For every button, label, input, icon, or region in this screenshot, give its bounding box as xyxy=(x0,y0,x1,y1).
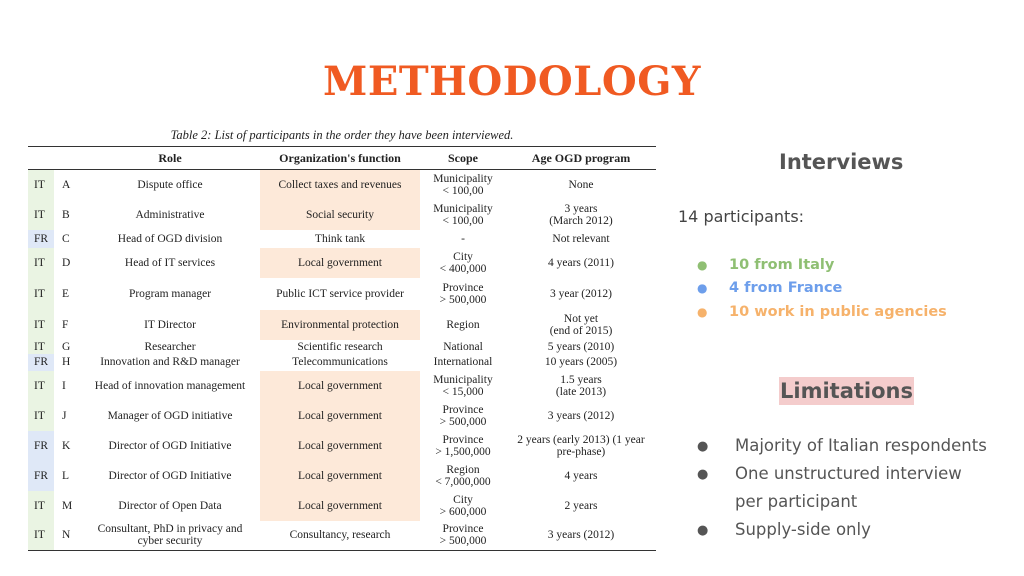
role-cell: Head of IT services xyxy=(124,256,216,269)
bullet-dot-icon: ● xyxy=(697,467,709,482)
scope-cell: Province > 500,000 xyxy=(439,403,487,428)
limitation-text: Supply-side only xyxy=(735,520,871,539)
org-cell: Local government xyxy=(260,401,420,431)
bullet-dot-icon: ● xyxy=(697,281,708,295)
country-cell: IT xyxy=(28,340,54,354)
bullet-text: 10 from Italy xyxy=(729,257,835,273)
age-cell: 3 years (March 2012) xyxy=(549,202,613,227)
limitation-text: Majority of Italian respondents xyxy=(735,436,987,455)
country-cell: IT xyxy=(28,200,54,230)
country-cell: IT xyxy=(28,401,54,431)
org-cell: Public ICT service provider xyxy=(276,287,404,300)
id-cell: D xyxy=(62,256,71,269)
age-cell: 2 years (early 2013) (1 year pre-phase) xyxy=(517,433,645,458)
country-cell: FR xyxy=(28,461,54,491)
limitation-text: One unstructured interview xyxy=(735,464,962,483)
table-row xyxy=(28,278,656,310)
scope-cell: Province > 1,500,000 xyxy=(435,433,491,458)
id-cell: M xyxy=(62,499,73,512)
scope-cell: City > 600,000 xyxy=(439,493,487,518)
table-header-row xyxy=(28,147,656,170)
age-cell: 10 years (2005) xyxy=(544,356,618,368)
id-cell: A xyxy=(62,178,71,191)
id-cell: H xyxy=(62,356,71,368)
org-cell: Scientific research xyxy=(297,340,383,353)
country-cell: IT xyxy=(28,310,54,340)
table-row xyxy=(28,230,656,248)
bullet-text: 4 from France xyxy=(729,280,843,296)
scope-cell: City < 400,000 xyxy=(439,250,487,275)
org-cell: Telecommunications xyxy=(292,356,388,368)
id-cell: K xyxy=(62,439,71,452)
role-cell: Program manager xyxy=(128,287,212,300)
role-cell: Consultant, PhD in privacy and cyber security xyxy=(97,523,243,548)
org-cell: Local government xyxy=(260,491,420,521)
table-body xyxy=(28,170,656,551)
table-row xyxy=(28,200,656,230)
country-cell: IT xyxy=(28,248,54,278)
scope-cell: National xyxy=(443,340,483,353)
bullet-dot-icon: ● xyxy=(697,305,708,319)
id-cell: J xyxy=(62,409,67,422)
scope-cell: - xyxy=(461,232,465,245)
header-org-function: Organization's function xyxy=(279,150,401,165)
participants-table xyxy=(28,146,656,551)
scope-cell: Region < 7,000,000 xyxy=(435,463,491,488)
id-cell: B xyxy=(62,208,70,221)
age-cell: 2 years xyxy=(564,499,598,512)
table-row xyxy=(28,491,656,521)
bullet-dot-icon: ● xyxy=(697,258,708,272)
table-row xyxy=(28,461,656,491)
limitation-item xyxy=(697,464,962,483)
slide-title: METHODOLOGY xyxy=(323,58,701,105)
country-cell: FR xyxy=(28,354,54,371)
scope-cell: Province > 500,000 xyxy=(439,281,487,306)
org-cell: Local government xyxy=(260,248,420,278)
age-cell: Not relevant xyxy=(552,232,610,245)
org-cell: Environmental protection xyxy=(260,310,420,340)
id-cell: F xyxy=(62,318,69,331)
age-cell: None xyxy=(568,178,594,191)
header-role: Role xyxy=(158,150,182,165)
table-caption: Table 2: List of participants in the order they have been interviewed. xyxy=(170,128,514,142)
age-cell: 3 year (2012) xyxy=(550,287,612,300)
scope-cell: International xyxy=(433,356,493,368)
role-cell: Manager of OGD initiative xyxy=(107,409,233,422)
org-cell: Collect taxes and revenues xyxy=(260,170,420,200)
id-cell: L xyxy=(62,469,70,482)
limitation-text: per participant xyxy=(735,492,858,511)
table-row xyxy=(28,170,656,200)
id-cell: C xyxy=(62,232,70,245)
role-cell: Researcher xyxy=(144,340,196,353)
role-cell: Administrative xyxy=(135,208,205,221)
table-row xyxy=(28,354,656,371)
role-cell: Director of OGD Initiative xyxy=(108,469,232,482)
scope-cell: Region xyxy=(446,318,480,331)
role-cell: Innovation and R&D manager xyxy=(100,356,240,368)
age-cell: Not yet (end of 2015) xyxy=(549,312,613,337)
role-cell: Director of OGD Initiative xyxy=(108,439,232,452)
age-cell: 1.5 years (late 2013) xyxy=(555,373,607,398)
country-cell: IT xyxy=(28,371,54,401)
age-cell: 4 years (2011) xyxy=(548,256,614,269)
header-country xyxy=(28,147,54,170)
participants-table-figure xyxy=(28,126,656,551)
role-cell: Head of innovation management xyxy=(94,379,246,392)
role-cell: Director of Open Data xyxy=(118,499,222,512)
scope-cell: Municipality < 100,00 xyxy=(433,202,493,227)
role-cell: IT Director xyxy=(144,318,196,331)
id-cell: E xyxy=(62,287,70,300)
age-cell: 4 years xyxy=(564,469,598,482)
org-cell: Local government xyxy=(260,371,420,401)
org-cell: Consultancy, research xyxy=(289,529,391,542)
header-scope: Scope xyxy=(448,150,478,165)
org-cell: Local government xyxy=(260,461,420,491)
org-cell: Local government xyxy=(260,431,420,461)
country-cell: FR xyxy=(28,230,54,248)
country-cell: FR xyxy=(28,431,54,461)
limitation-item xyxy=(697,520,871,539)
bullet-france xyxy=(697,280,842,296)
bullet-text: 10 work in public agencies xyxy=(729,304,947,320)
scope-cell: Province > 500,000 xyxy=(439,523,487,548)
table-row xyxy=(28,248,656,278)
table-row xyxy=(28,310,656,340)
age-cell: 3 years (2012) xyxy=(547,529,615,542)
table-row xyxy=(28,521,656,551)
org-cell: Think tank xyxy=(314,232,366,245)
id-cell: I xyxy=(62,379,66,392)
limitation-item-continued xyxy=(697,492,857,511)
header-age-ogd: Age OGD program xyxy=(531,150,631,165)
table-row xyxy=(28,431,656,461)
id-cell: N xyxy=(62,529,71,542)
table-row xyxy=(28,401,656,431)
bullet-dot-icon: ● xyxy=(697,523,709,538)
table-row xyxy=(28,340,656,354)
id-cell: G xyxy=(62,340,71,353)
age-cell: 5 years (2010) xyxy=(547,340,615,353)
age-cell: 3 years (2012) xyxy=(547,409,615,422)
bullet-italy xyxy=(697,257,834,273)
limitations-heading: Limitations xyxy=(780,379,913,403)
country-cell: IT xyxy=(28,521,54,551)
scope-cell: Municipality < 100,00 xyxy=(433,172,493,197)
limitation-item xyxy=(697,436,987,455)
role-cell: Dispute office xyxy=(137,178,203,191)
country-cell: IT xyxy=(28,170,54,200)
bullet-public xyxy=(697,304,947,320)
interviews-heading: Interviews xyxy=(779,150,904,174)
bullet-dot-icon: ● xyxy=(697,439,709,454)
table-row xyxy=(28,371,656,401)
country-cell: IT xyxy=(28,491,54,521)
participants-summary: 14 participants: xyxy=(678,207,805,226)
header-id xyxy=(54,147,80,170)
country-cell: IT xyxy=(28,278,54,310)
role-cell: Head of OGD division xyxy=(117,232,223,245)
scope-cell: Municipality < 15,000 xyxy=(433,373,493,398)
org-cell: Social security xyxy=(260,200,420,230)
